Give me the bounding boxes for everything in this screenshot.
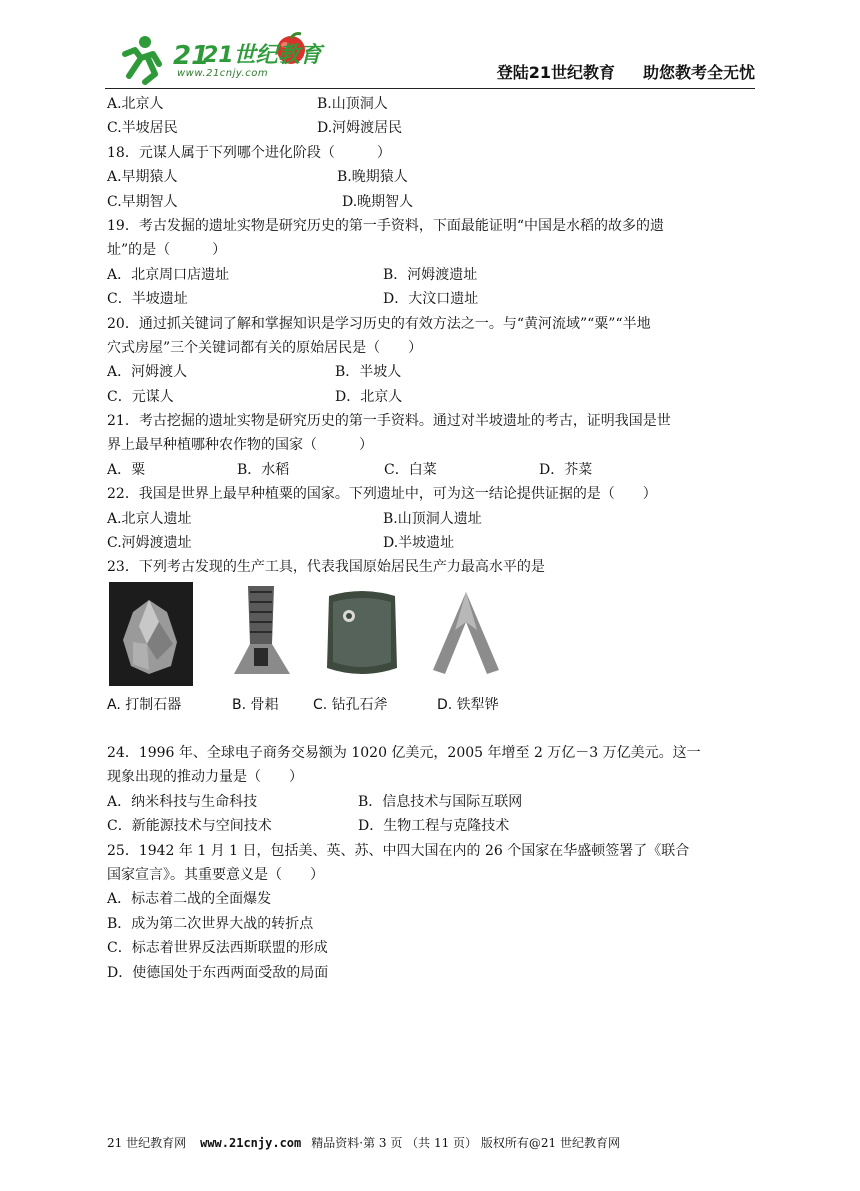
logo-text: 21世纪教育 (203, 43, 322, 68)
q22-stem: 22．我国是世界上最早种植粟的国家。下列遗址中，可为这一结论提供证据的是（ ） (107, 486, 657, 503)
site-logo[interactable] (115, 30, 325, 88)
q20-options-row2 (107, 385, 757, 409)
q19-option-d[interactable]: D．大汶口遗址 (383, 291, 479, 308)
q19-stem-line1: 19．考古发掘的遗址实物是研究历史的第一手资料，下面最能证明“中国是水稻的故多的遗 (107, 217, 664, 234)
q18-options-row2 (107, 190, 757, 214)
q23-image-d[interactable] (427, 582, 505, 690)
q20-option-c[interactable]: C．元谋人 (107, 388, 174, 405)
header-slogan (497, 60, 755, 83)
questions-block-2 (107, 741, 757, 985)
q24-options-row2 (107, 814, 757, 838)
q25-stem-line2: 国家宣言》。其重要意义是（ ） (107, 866, 324, 883)
q18-option-a[interactable]: A.早期猿人 (107, 169, 178, 186)
q21-stem-line2: 界上最早种植哪种农作物的国家（ ） (107, 437, 373, 454)
q18-option-d[interactable]: D.晚期智人 (342, 193, 414, 210)
q18-stem: 18．元谋人属于下列哪个进化阶段（ ） (107, 144, 391, 161)
q19-options-row1 (107, 263, 757, 287)
q25-option-b[interactable]: B．成为第二次世界大战的转折点 (107, 915, 314, 932)
q24-option-a[interactable]: A．纳米科技与生命科技 (107, 793, 258, 810)
q21-option-d[interactable]: D．芥菜 (539, 461, 593, 478)
q21-option-b[interactable]: B．水稻 (237, 461, 290, 478)
q22-option-d[interactable]: D.半坡遗址 (383, 535, 455, 552)
q22-options-row2 (107, 531, 757, 555)
q22-option-a[interactable]: A.北京人遗址 (107, 510, 192, 527)
q23-image-b[interactable] (224, 582, 300, 690)
q20-stem-line1: 20．通过抓关键词了解和掌握知识是学习历史的有效方法之一。与“黄河流域”“粟”“半地 (107, 315, 651, 332)
q19-option-a[interactable]: A．北京周口店遗址 (107, 266, 230, 283)
chipped-stone-image (109, 582, 193, 686)
q23-label-a: A. 打制石器 (107, 697, 182, 713)
footer-page-info: 精品资料·第 3 页 （共 11 页） 版权所有@21 世纪教育网 (311, 1136, 620, 1150)
q18-option-b[interactable]: B.晚期猿人 (337, 169, 408, 186)
q23-image-a[interactable] (109, 582, 193, 690)
slogan-tagline: 助您教考全无忧 (642, 63, 755, 82)
q24-option-d[interactable]: D．生物工程与克隆技术 (358, 818, 510, 835)
q21-option-a[interactable]: A．粟 (107, 461, 146, 478)
q23-label-d: D. 铁犁铧 (437, 697, 499, 713)
q23-stem: 23．下列考古发现的生产工具，代表我国原始居民生产力最高水平的是 (107, 559, 545, 576)
q22-options-row1 (107, 507, 757, 531)
slogan-login[interactable]: 登陆21世纪教育 (496, 63, 615, 82)
q24-option-b[interactable]: B．信息技术与国际互联网 (358, 793, 523, 810)
q18-options-row1 (107, 165, 757, 189)
page-footer (107, 1134, 757, 1151)
q20-option-a[interactable]: A．河姆渡人 (107, 364, 188, 381)
q25-option-a[interactable]: A．标志着二战的全面爆发 (107, 891, 272, 908)
svg-text:21: 21 (173, 41, 210, 71)
q22-option-c[interactable]: C.河姆渡遗址 (107, 535, 192, 552)
q17-options-row1 (107, 92, 757, 116)
q22-option-b[interactable]: B.山顶洞人遗址 (383, 510, 482, 527)
q19-option-b[interactable]: B．河姆渡遗址 (383, 266, 478, 283)
iron-plough-image (427, 582, 505, 686)
logo-domain-text: www.21cnjy.com (177, 68, 269, 79)
q17-option-b[interactable]: B.山顶洞人 (317, 96, 388, 112)
q23-image-c[interactable] (319, 582, 405, 690)
q19-option-c[interactable]: C．半坡遗址 (107, 291, 188, 308)
q24-option-c[interactable]: C．新能源技术与空间技术 (107, 818, 272, 835)
q19-options-row2 (107, 287, 757, 311)
perforated-axe-image (319, 582, 405, 686)
q21-options-row (107, 458, 757, 482)
q20-option-b[interactable]: B．半坡人 (335, 364, 402, 381)
q18-option-c[interactable]: C.早期智人 (107, 193, 178, 210)
q24-stem-line2: 现象出现的推动力量是（ ） (107, 769, 303, 786)
q17-option-d[interactable]: D.河姆渡居民 (317, 120, 403, 137)
q21-stem-line1: 21．考古挖掘的遗址实物是研究历史的第一手资料。通过对半坡遗址的考古，证明我国是世 (107, 413, 671, 430)
q23-label-b: B. 骨耜 (232, 697, 279, 713)
q24-stem-line1: 24．1996 年、全球电子商务交易额为 1020 亿美元，2005 年增至 2 万亿－3 万亿美元。这一 (107, 745, 701, 761)
q25-option-c[interactable]: C．标志着世界反法西斯联盟的形成 (107, 940, 328, 957)
footer-url-link[interactable]: www.21cnjy.com (200, 1136, 302, 1150)
footer-site-name: 21 世纪教育网 (107, 1136, 187, 1150)
q25-stem-line1: 25．1942 年 1 月 1 日，包括美、英、苏、中四大国在内的 26 个国家在华盛顿签署了《联合 (107, 842, 690, 859)
q20-stem-line2: 穴式房屋”三个关键词都有关的原始居民是（ ） (107, 339, 423, 356)
q23-label-c: C. 钻孔石斧 (313, 697, 388, 713)
questions-block-1 (107, 92, 757, 580)
q20-option-d[interactable]: D．北京人 (335, 388, 403, 405)
page-header (105, 28, 755, 90)
q17-option-a[interactable]: A.北京人 (107, 96, 164, 112)
q19-stem-line2: 址”的是（ ） (107, 242, 227, 259)
q17-options-row2 (107, 116, 757, 140)
bone-spade-image (224, 582, 300, 686)
q21-option-c[interactable]: C．白菜 (384, 461, 437, 478)
q25-option-d[interactable]: D．使德国处于东西两面受敌的局面 (107, 964, 329, 981)
q20-options-row1 (107, 360, 757, 384)
q23-figure-row (107, 582, 527, 722)
header-divider (105, 88, 755, 89)
q24-options-row1 (107, 790, 757, 814)
q17-option-c[interactable]: C.半坡居民 (107, 120, 178, 137)
